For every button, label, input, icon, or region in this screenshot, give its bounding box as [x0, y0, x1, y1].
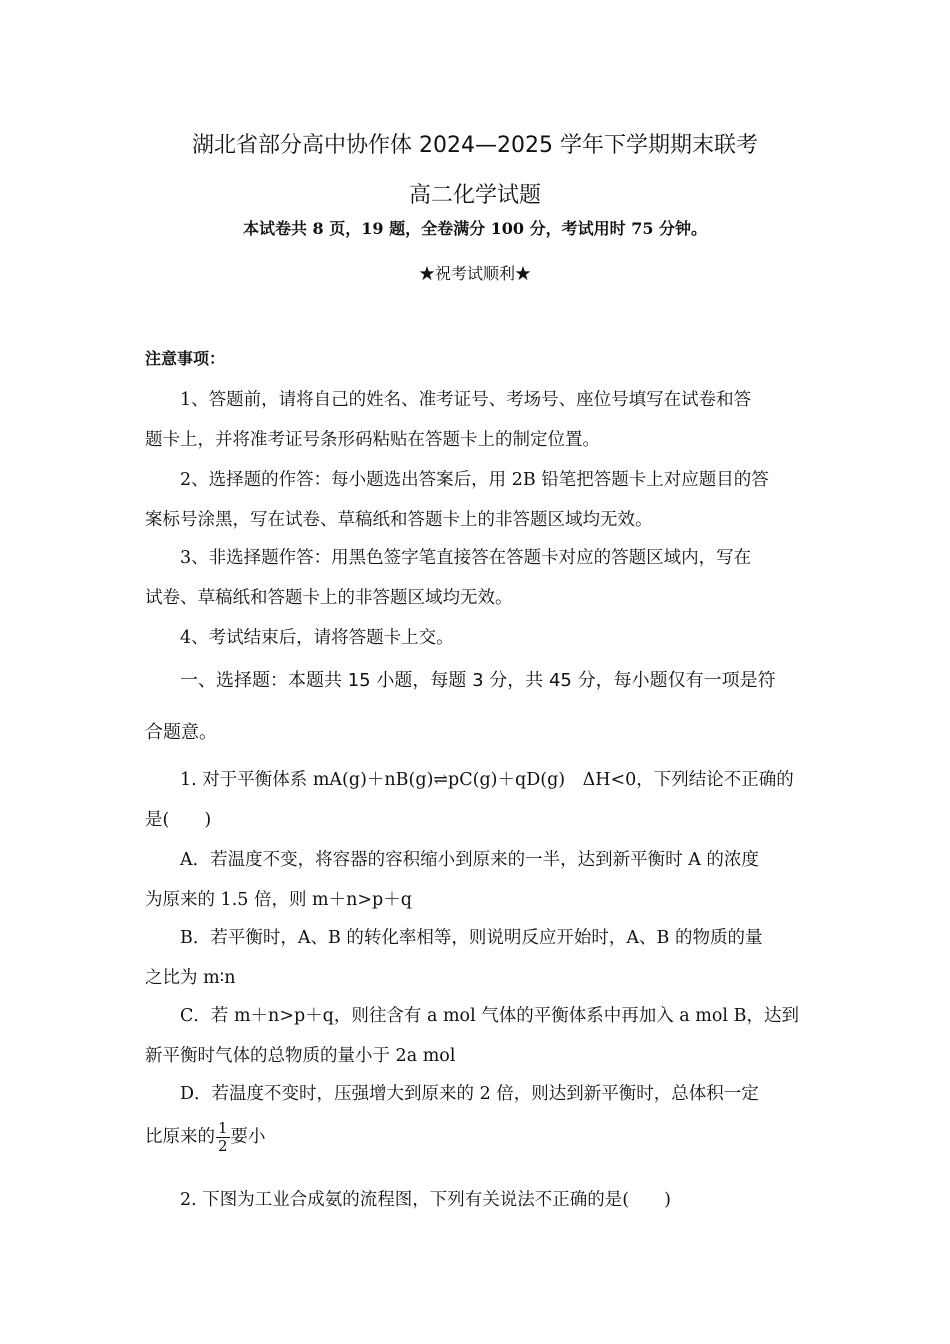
notice-line-1-cont: 题卡上，并将准考证号条形码粘贴在答题卡上的制定位置。	[145, 430, 600, 450]
q2-stem: 2. 下图为工业合成氨的流程图，下列有关说法不正确的是( )	[180, 1190, 671, 1210]
q1-option-d: D．若温度不变时，压强增大到原来的 2 倍，则达到新平衡时，总体积一定	[180, 1084, 759, 1104]
section-1-text-cont: 合题意。	[145, 722, 217, 743]
fraction-numerator: 1	[218, 1119, 228, 1137]
q1-option-d-text-post: 要小	[230, 1127, 266, 1147]
q1-stem: 1. 对于平衡体系 mA(g)＋nB(g)⇌pC(g)＋qD(g) ΔH<0，下列结论不正确的	[180, 770, 794, 790]
exam-subtitle: 高二化学试题	[408, 183, 541, 208]
q1-option-c-cont: 新平衡时气体的总物质的量小于 2a mol	[145, 1046, 456, 1066]
q1-option-a: A．若温度不变，将容器的容积缩小到原来的一半，达到新平衡时 A 的浓度	[180, 850, 759, 870]
q1-stem-cont: 是( )	[145, 810, 212, 830]
exam-info: 本试卷共 8 页，19 题，全卷满分 100 分，考试用时 75 分钟。	[242, 219, 708, 238]
notice-heading: 注意事项：	[145, 349, 226, 368]
notice-line-2: 2、选择题的作答：每小题选出答案后，用 2B 铅笔把答题卡上对应题目的答	[180, 470, 769, 490]
q1-option-b: B．若平衡时，A、B 的转化率相等，则说明反应开始时，A、B 的物质的量	[180, 928, 763, 948]
fraction-denominator: 2	[218, 1137, 228, 1155]
one-half-fraction	[216, 1120, 230, 1155]
section-1-text: 本题共 15 小题，每题 3 分，共 45 分，每小题仅有一项是符	[288, 670, 776, 691]
q1-option-a-cont: 为原来的 1.5 倍，则 m＋n>p＋q	[145, 890, 412, 910]
section-1-prefix: 一、选择题：	[180, 670, 288, 691]
section-1-heading	[180, 666, 810, 692]
notice-line-3: 3、非选择题作答：用黑色签字笔直接答在答题卡对应的答题区域内，写在	[180, 548, 752, 568]
q1-option-b-cont: 之比为 m∶n	[145, 968, 236, 988]
q1-option-c: C．若 m＋n>p＋q，则往含有 a mol 气体的平衡体系中再加入 a mol B，达到	[180, 1006, 799, 1026]
good-luck-line: ★祝考试顺利★	[418, 264, 531, 283]
q1-option-d-text-pre: 比原来的	[145, 1127, 215, 1147]
notice-line-1: 1、答题前，请将自己的姓名、准考证号、考场号、座位号填写在试卷和答	[180, 390, 752, 410]
q1-option-d-cont	[145, 1120, 810, 1155]
exam-title: 湖北省部分高中协作体 2024—2025 学年下学期期末联考	[192, 133, 758, 158]
notice-line-3-cont: 试卷、草稿纸和答题卡上的非答题区域均无效。	[145, 588, 513, 608]
notice-line-4: 4、考试结束后，请将答题卡上交。	[180, 628, 454, 648]
notice-line-2-cont: 案标号涂黑，写在试卷、草稿纸和答题卡上的非答题区域均无效。	[145, 510, 653, 530]
